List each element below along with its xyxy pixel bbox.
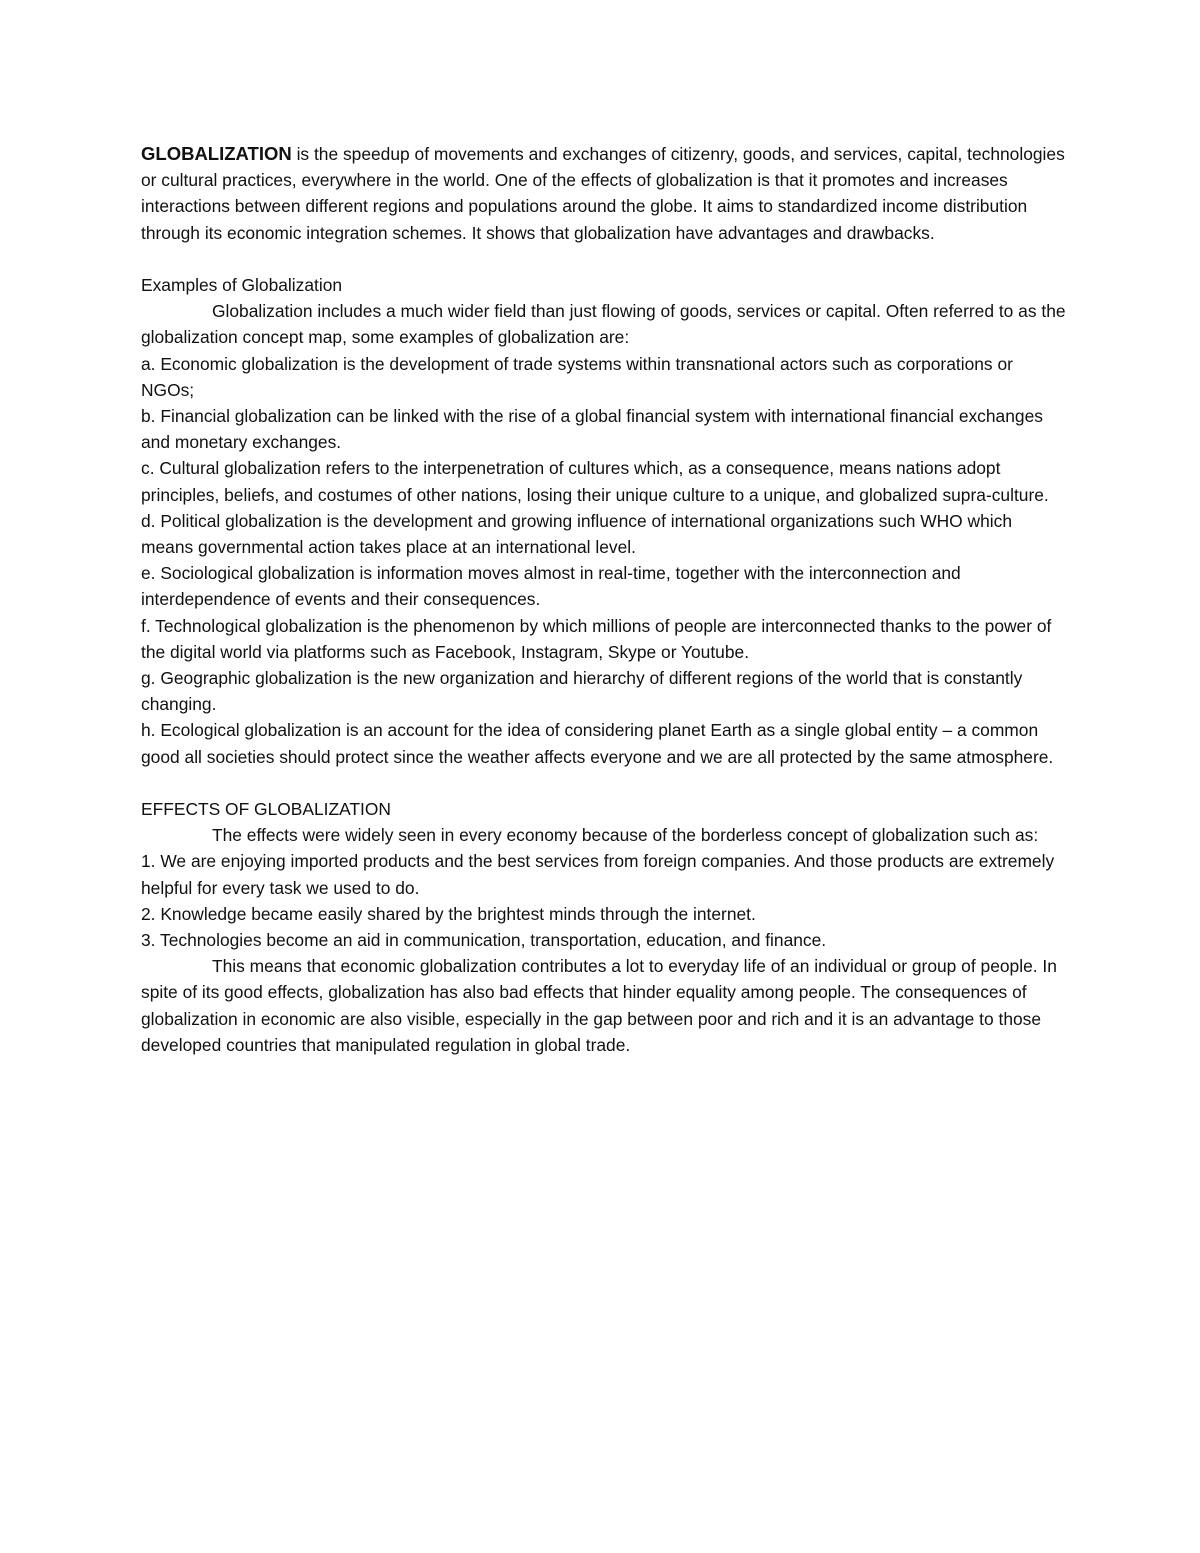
intro-paragraph: [141, 141, 1066, 246]
example-item-g: g. Geographic globalization is the new organization and hierarchy of different regions of the world that is constantly changing.: [141, 668, 1023, 715]
example-item-f: f. Technological globalization is the phenomenon by which millions of people are interconnected thanks to the power of the digital world via platforms such as Facebook, Instagram, Skype or Youtube.: [141, 615, 1052, 662]
example-item-h: h. Ecological globalization is an account for the idea of considering planet Earth as a single global entity – a common good all societies should protect since the weather affects everyone and we are all protected by the same atmosphere.: [141, 720, 1054, 767]
example-item-c: c. Cultural globalization refers to the interpenetration of cultures which, as a consequence, means nations adopt principles, beliefs, and costumes of other nations, losing their unique culture to a unique, and globalized supra-culture.: [141, 458, 1049, 505]
effects-lead: The effects were widely seen in every economy because of the borderless concept of globalization such as:: [212, 825, 1039, 846]
effects-closing: This means that economic globalization contributes a lot to everyday life of an individual or group of people. In spite of its good effects, globalization has also bad effects that hinder equality among people. The consequences of globalization in economic are also visible, especially in the gap between poor and rich and it is an advantage to those developed countries that manipulated regulation in global trade.: [141, 956, 1057, 1055]
examples-lead: Globalization includes a much wider field than just flowing of goods, services or capital. Often referred to as the globalization concept map, some examples of globalization are:: [141, 301, 1066, 348]
example-item-b: b. Financial globalization can be linked with the rise of a global financial system with international financial exchanges and monetary exchanges.: [141, 406, 1043, 453]
example-item-a: a. Economic globalization is the development of trade systems within transnational actors such as corporations or NGOs;: [141, 353, 1013, 400]
intro-term: GLOBALIZATION: [141, 143, 292, 164]
example-item-d: d. Political globalization is the development and growing influence of international organizations such WHO which means governmental action takes place at an international level.: [141, 510, 1012, 558]
document-page: [141, 141, 1066, 1058]
spacer: [141, 770, 1066, 796]
spacer: [141, 246, 1066, 272]
examples-heading: Examples of Globalization: [141, 275, 343, 295]
effect-item-1: 1. We are enjoying imported products and the best services from foreign companies. And those products are extremely helpful for every task we used to do.: [141, 851, 1055, 898]
effects-heading: EFFECTS OF GLOBALIZATION: [141, 799, 391, 820]
intro-text: is the speedup of movements and exchanges of citizenry, goods, and services, capital, technologies or cultural practices, everywhere in the world. One of the effects of globalization is that it promotes and increases interactions between different regions and populations around the globe. It aims to standardized income distribution through its economic integration schemes. It shows that globalization have advantages and drawbacks.: [141, 144, 1065, 243]
example-item-e: e. Sociological globalization is information moves almost in real-time, together with the interconnection and interdependence of events and their consequences.: [141, 563, 961, 610]
effect-item-3: 3. Technologies become an aid in communication, transportation, education, and finance.: [141, 930, 827, 951]
effect-item-2: 2. Knowledge became easily shared by the brightest minds through the internet.: [141, 903, 756, 924]
